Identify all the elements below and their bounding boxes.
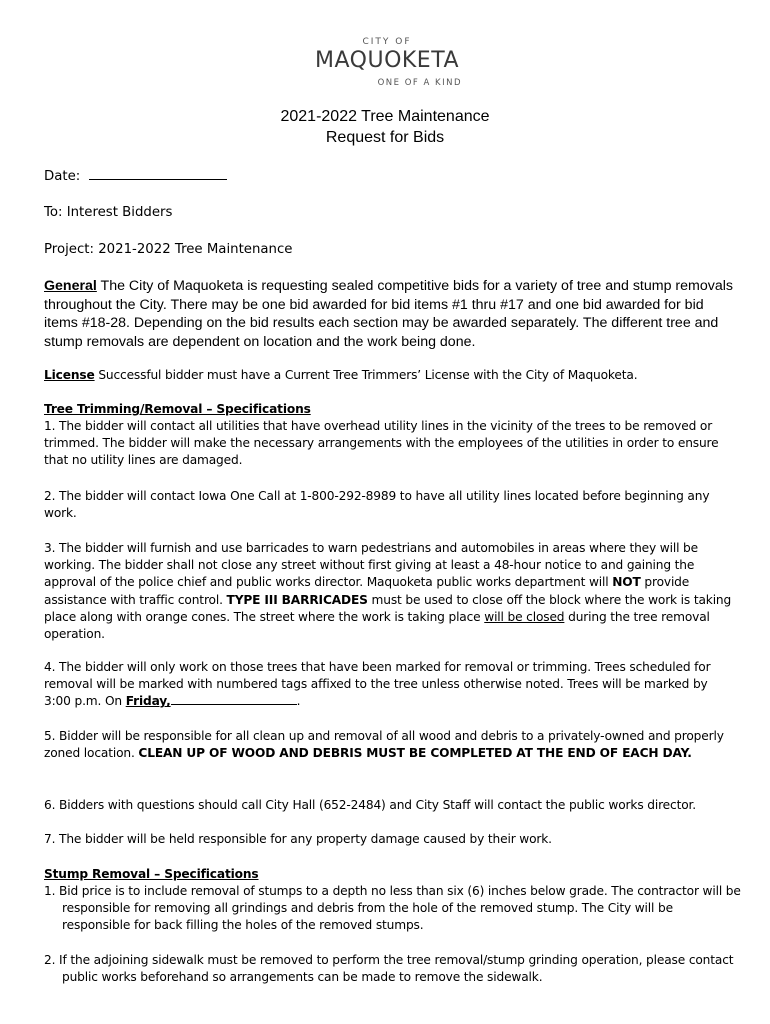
item4-text-a: 4. The bidder will only work on those trees that have been marked for removal or trimming. Trees scheduled for removal will be marked with numbered tags affixed to the tree unless otherwise noted. Trees will be marked by 3:00 p.m. On bbox=[44, 660, 711, 709]
license-text: Successful bidder must have a Current Tree Trimmers’ License with the City of Maquoketa. bbox=[94, 368, 638, 382]
trimming-heading: Tree Trimming/Removal – Specifications bbox=[44, 402, 311, 416]
date-label: Date: bbox=[44, 169, 81, 184]
item5-cleanup-notice: CLEAN UP OF WOOD AND DEBRIS MUST BE COMPLETED AT THE END OF EACH DAY. bbox=[138, 746, 692, 761]
stump-item-1: 1. Bid price is to include removal of stumps to a depth no less than six (6) inches below grade. The contractor will be responsible for removing all grindings and debris from the hole of the removed stump. The City will be responsible for back filling the holes of the removed stumps. bbox=[44, 884, 741, 933]
license-paragraph bbox=[44, 367, 637, 384]
trimming-item-4 bbox=[44, 659, 734, 711]
document-title: 2021-2022 Tree Maintenance bbox=[280, 108, 490, 125]
document-subtitle: Request for Bids bbox=[325, 129, 445, 146]
item3-text-a: 3. The bidder will furnish and use barricades to warn pedestrians and automobiles in areas where they will be working. The bidder shall not close any street without first giving at least a 48-hour notice to and gaining the approval of the police chief and public works director. Maquoketa public works department will bbox=[44, 541, 698, 590]
trimming-item-3 bbox=[44, 540, 734, 643]
to-line: To: Interest Bidders bbox=[44, 205, 173, 220]
item3-not: NOT bbox=[612, 575, 641, 590]
item3-text-d: during the tree removal operation. bbox=[44, 609, 710, 642]
friday-date-blank bbox=[171, 694, 297, 705]
logo-maquoketa: MAQUOKETA bbox=[315, 48, 459, 73]
date-line bbox=[44, 167, 227, 185]
general-paragraph bbox=[44, 277, 734, 351]
general-text: The City of Maquoketa is requesting sealed competitive bids for a variety of tree and stump removals throughout the City. There may be one bid awarded for bid items #1 thru #17 and one bid awarded for bid items #18-28. Depending on the bid results each section may be awarded separately. The different tree and stump removals are dependent on location and the work being done. bbox=[44, 278, 733, 350]
item5-text-a: 5. Bidder will be responsible for all clean up and removal of all wood and debris to a privately-owned and properly zoned location. bbox=[44, 729, 724, 761]
item3-type-iii: TYPE III BARRICADES bbox=[226, 592, 368, 607]
general-label: General bbox=[44, 278, 97, 294]
trimming-item-7: 7. The bidder will be held responsible for any property damage caused by their work. bbox=[44, 832, 552, 846]
logo-tagline: ONE OF A KIND bbox=[377, 78, 462, 88]
item4-friday: Friday, bbox=[125, 694, 171, 709]
license-label: License bbox=[44, 368, 95, 382]
trimming-item-5 bbox=[44, 728, 734, 762]
trimming-item-6: 6. Bidders with questions should call City Hall (652-2484) and City Staff will contact the public works director. bbox=[44, 798, 696, 812]
stump-item-2: 2. If the adjoining sidewalk must be removed to perform the tree removal/stump grinding operation, please contact public works beforehand so arrangements can be made to remove the sidewalk. bbox=[44, 953, 734, 985]
stump-heading: Stump Removal – Specifications bbox=[44, 867, 259, 881]
item3-text-b: provide assistance with traffic control. bbox=[44, 575, 690, 607]
project-line: Project: 2021-2022 Tree Maintenance bbox=[44, 242, 293, 257]
item3-text-c: must be used to close off the block where the work is taking place along with orange cones. The street where the work is taking place bbox=[44, 592, 732, 624]
trimming-item-2: 2. The bidder will contact Iowa One Call at 1-800-292-8989 to have all utility lines located before beginning any work. bbox=[44, 489, 710, 521]
item3-will-be-closed: will be closed bbox=[484, 609, 565, 624]
logo-city-of: CITY OF bbox=[362, 37, 412, 47]
trimming-item-1: 1. The bidder will contact all utilities that have overhead utility lines in the vicinity of the trees to be removed or trimmed. The bidder will make the necessary arrangements with the employees of the utilities in order to ensure that no utility lines are damaged. bbox=[44, 419, 719, 468]
date-blank bbox=[89, 167, 227, 180]
item4-end: . bbox=[296, 694, 301, 709]
city-logo bbox=[312, 36, 462, 92]
